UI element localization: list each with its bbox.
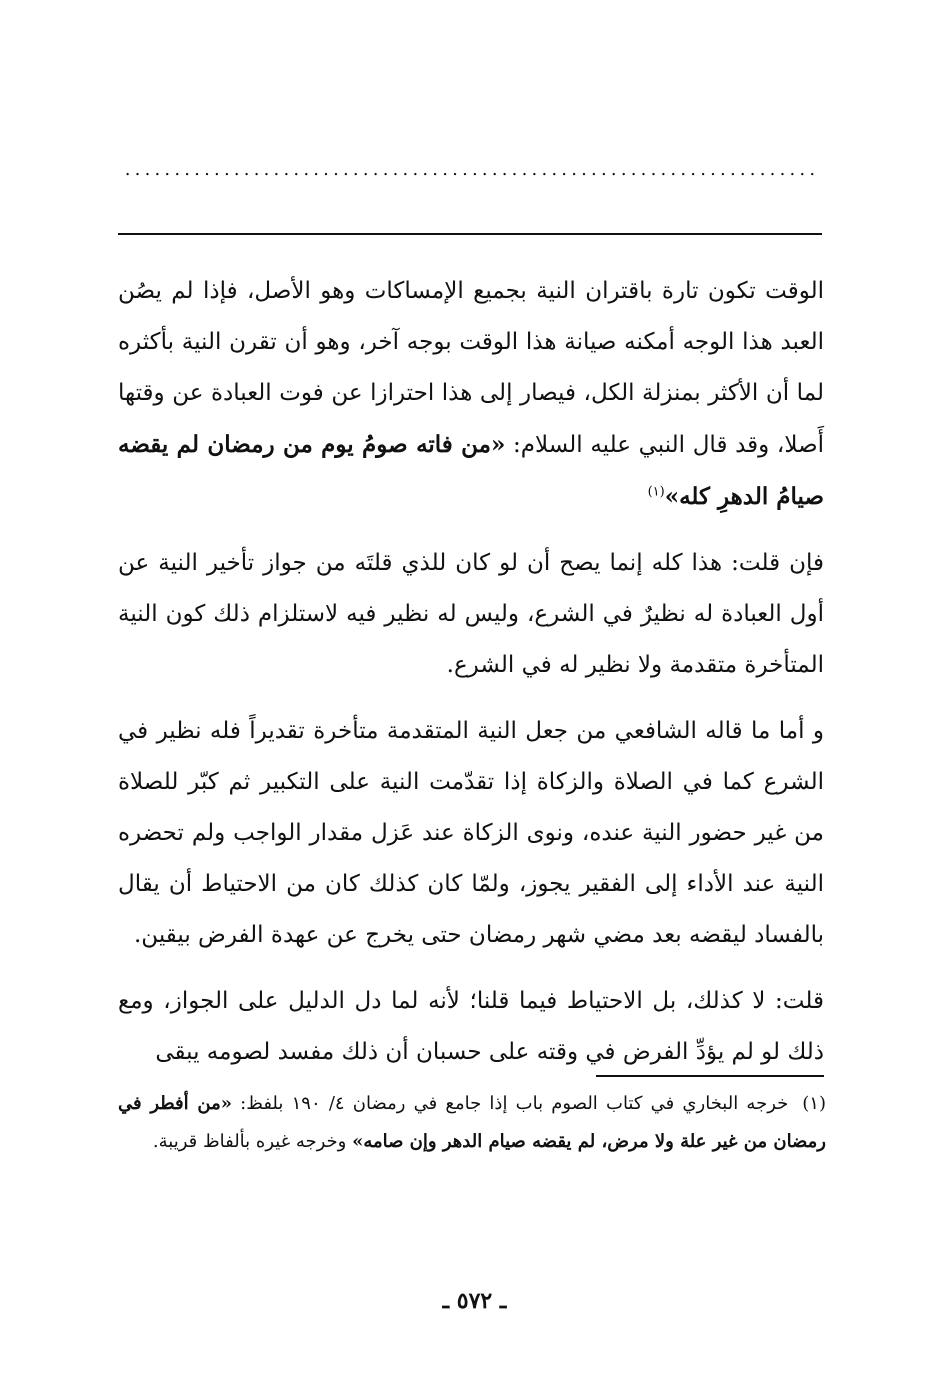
footnote-reference: (١) xyxy=(647,484,665,500)
paragraph-1 xyxy=(118,266,824,523)
main-text xyxy=(118,266,824,1093)
footnote xyxy=(118,1085,826,1161)
paragraph-1-text: الوقت تكون تارة باقتران النية بجميع الإمساكات وهو الأصل، فإذا لم يصُن العبد هذا الوجه أمكنه صيانة هذا الوقت بوجه آخر، وهو أن تقرن النية بأكثره لما أن الأكثر بمنزلة الكل، فيصار إلى هذا احترازا عن فوت العبادة عن وقتها أَصلا، وقد قال النبي عليه السلام: xyxy=(118,278,825,458)
dotted-separator: ...................................................................... xyxy=(124,160,820,180)
top-rule xyxy=(118,233,822,235)
hadith-quote: «من فاته صومُ يوم من رمضان لم يقضه صيامُ الدهرِ كله» xyxy=(118,431,824,510)
footnote-number: (١) xyxy=(802,1093,826,1114)
paragraph-2: فإن قلت: هذا كله إنما يصح أن لو كان للذي قلتَه من جواز تأخير النية عن أول العبادة له نظيرٌ في الشرع، وليس له نظير فيه لاستلزام ذلك كون النية المتأخرة متقدمة ولا نظير له في الشرع. xyxy=(118,550,824,678)
footnote-rule xyxy=(596,1075,824,1077)
footnote-text-1: خرجه البخاري في كتاب الصوم باب إذا جامع في رمضان ٤/ ١٩٠ بلفظ: xyxy=(231,1093,789,1114)
page-number: ـ ٥٧٢ ـ xyxy=(442,1288,507,1314)
footnote-quote: «من أفطر في رمضان من غير علة ولا مرض، لم يقضه صيام الدهر وإن صامه» xyxy=(118,1093,826,1152)
paragraph-3: و أما ما قاله الشافعي من جعل النية المتقدمة متأخرة تقديراً فله نظير في الشرع كما في الصلاة والزكاة إذا تقدّمت النية على التكبير ثم كبّر للصلاة من غير حضور النية عنده، ونوى الزكاة عند عَزل مقدار الواجب ولم تحضره النية عند الأداء إلى الفقير يجوز، ولمّا كان كذلك كان من الاحتياط أن يقال بالفساد ليقضه بعد مضي شهر رمضان حتى يخرج عن عهدة الفرض بيقين. xyxy=(118,718,824,948)
paragraph-4: قلت: لا كذلك، بل الاحتياط فيما قلنا؛ لأنه لما دل الدليل على الجواز، ومع ذلك لو لم يؤدِّ الفرض في وقته على حسبان أن ذلك مفسد لصومه يبقى xyxy=(118,988,824,1065)
footnote-text-2: وخرجه غيره بألفاظ قريبة. xyxy=(152,1131,353,1152)
